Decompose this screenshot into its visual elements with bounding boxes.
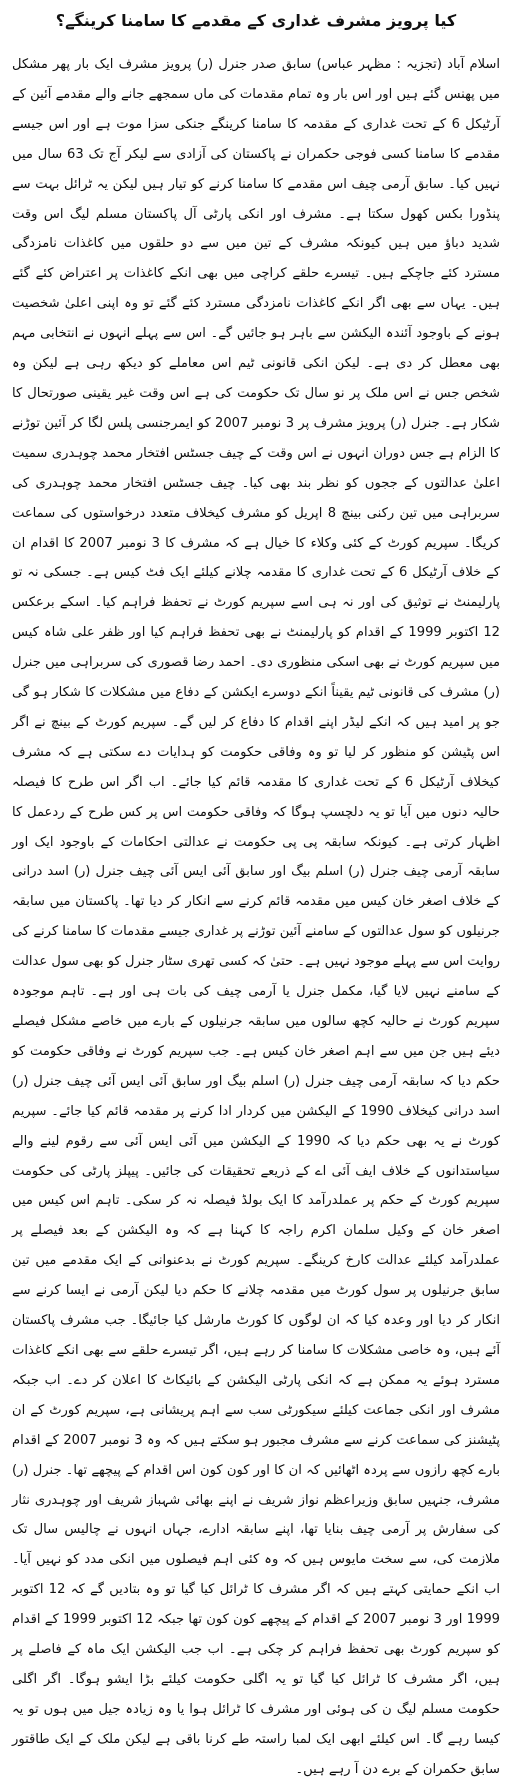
article-headline: کیا پرویز مشرف غداری کے مقدمے کا سامنا کرینگے؟ <box>55 11 457 30</box>
article-body: اسلام آباد (تجزیہ : مظہر عباس) سابق صدر جنرل (ر) پرویز مشرف ایک بار پھر مشکل میں پھنس گئے ہیں اور اس بار وہ تمام مقدمات کی ماں سمجھے جانے والے مقدمے آئین کے آرٹیکل 6 کے تحت غداری کے مقدمہ کا سامنا کرینگے جنکی سزا موت ہے اور اس جیسے مقدمے کا سامنا کسی فوجی حکمران نے پاکستان کی آزادی سے لیکر آج تک 63 سال میں نہیں کیا۔ سابق آرمی چیف اس مقدمے کا سامنا کرنے کو تیار ہیں لیکن یہ ٹرائل بہت سے پنڈورا بکس کھول سکتا ہے۔ مشرف اور انکی پارٹی آل پاکستان مسلم لیگ اس وقت شدید دباؤ میں ہیں کیونکہ مشرف کے تین میں سے دو حلقوں میں کاغذات نامزدگی مسترد کئے جاچکے ہیں۔ تیسرے حلقے کراچی میں بھی انکے کاغذات پر اعتراض کئے گئے ہیں۔ یہاں سے بھی اگر انکے کاغذات نامزدگی مسترد کئے گئے تو وہ اپنی اعلیٰ شخصیت ہونے کے باوجود آئندہ الیکشن سے باہر ہو جائیں گے۔ اس سے پہلے انہوں نے انتخابی مہم بھی معطل کر دی ہے۔ لیکن انکی قانونی ٹیم اس معاملے کو دیکھ رہی ہے لیکن وہ شخص جس نے اس ملک پر نو سال تک حکومت کی ہے اس وقت غیر یقینی صورتحال کا شکار ہے۔ جنرل (ر) پرویز مشرف پر 3 نومبر 2007 کو ایمرجنسی پلس لگا کر آئین توڑنے کا الزام ہے جس دوران انہوں نے اس وقت کے چیف جسٹس افتخار محمد چوہدری سمیت اعلیٰ عدالتوں کے ججوں کو نظر بند بھی کیا۔ چیف جسٹس افتخار محمد چوہدری کی سربراہی میں تین رکنی بینچ 8 اپریل کو مشرف کیخلاف متعدد درخواستوں کی سماعت کریگا۔ سپریم کورٹ کے کئی وکلاء کا خیال ہے کہ مشرف کا 3 نومبر 2007 کا اقدام ان کے خلاف آرٹیکل 6 کے تحت غداری کا مقدمہ چلانے کیلئے ایک فٹ کیس ہے۔ جسکی نہ تو پارلیمنٹ نے توثیق کی اور نہ ہی اسے سپریم کورٹ نے تحفظ فراہم کیا۔ اسکے برعکس 12 اکتوبر 1999 کے اقدام کو پارلیمنٹ نے بھی تحفظ فراہم کیا اور ظفر علی شاہ کیس میں سپریم کورٹ نے بھی اسکی منظوری دی۔ احمد رضا قصوری کی سربراہی میں جنرل (ر) مشرف کی قانونی ٹیم یقیناً انکے دوسرے ایکشن کے دفاع میں مشکلات کا شکار ہو گی جو پر امید ہیں کہ انکے لیڈر اپنے اقدام کا دفاع کر لیں گے۔ سپریم کورٹ کے بینچ نے اگر اس پٹیشن کو منظور کر لیا تو وہ وفاقی حکومت کو ہدایات دے سکتی ہے کہ مشرف کیخلاف آرٹیکل 6 کے تحت غداری کا مقدمہ قائم کیا جائے۔ اب اگر اس طرح کا فیصلہ حالیہ دنوں میں آیا تو یہ دلچسپ ہوگا کہ وفاقی حکومت اس پر کس طرح کے ردعمل کا اظہار کرتی ہے۔ کیونکہ سابقہ پی پی حکومت نے عدالتی احکامات کے باوجود ایک اور سابقہ آرمی چیف جنرل (ر) اسلم بیگ اور سابق آئی ایس آئی چیف جنرل (ر) اسد درانی کے خلاف اصغر خان کیس میں مقدمہ قائم کرنے سے انکار کر دیا تھا۔ پاکستان میں سابقہ جرنیلوں کو سول عدالتوں کے سامنے آئین توڑنے پر غداری جیسے مقدمات کا سامنا کرنے کی روایت اس سے پہلے موجود نہیں ہے۔ حتیٰ کہ کسی تھری سٹار جنرل کو بھی سول عدالت کے سامنے نہیں لایا گیا، مکمل جنرل یا آرمی چیف کی بات ہی اور ہے۔ تاہم موجودہ سپریم کورٹ نے حالیہ کچھ سالوں میں سابقہ جرنیلوں کے بارے میں خاصے مشکل فیصلے دیئے ہیں جن میں سے اہم اصغر خان کیس ہے۔ جب سپریم کورٹ نے وفاقی حکومت کو حکم دیا کہ سابقہ آرمی چیف جنرل (ر) اسلم بیگ اور سابق آئی ایس آئی چیف جنرل (ر) اسد درانی کیخلاف 1990 کے الیکشن میں کردار ادا کرنے پر مقدمہ قائم کیا جائے۔ سپریم کورٹ نے یہ بھی حکم دیا کہ 1990 کے الیکشن میں آئی ایس آئی سے رقوم لینے والے سیاستدانوں کے خلاف ایف آئی اے کے ذریعے تحقیقات کی جائیں۔ پیپلز پارٹی کی حکومت سپریم کورٹ کے حکم پر عملدرآمد کا ایک بولڈ فیصلہ نہ کر سکی۔ تاہم اس کیس میں اصغر خان کے وکیل سلمان اکرم راجہ کا کہنا ہے کہ وہ الیکشن کے بعد فیصلے پر عملدرآمد کیلئے عدالت کارخ کرینگے۔ سپریم کورٹ نے بدعنوانی کے ایک مقدمے میں تین سابق جرنیلوں پر سول کورٹ میں مقدمہ چلانے کا حکم دیا لیکن آرمی نے ایسا کرنے سے انکار کر دیا اور وعدہ کیا کہ ان لوگوں کا کورٹ مارشل کیا جائیگا۔ جب مشرف پاکستان آئے ہیں، وہ خاصی مشکلات کا سامنا کر رہے ہیں، اگر تیسرے حلقے سے بھی انکے کاغذات مسترد ہوئے یہ ممکن ہے کہ انکی پارٹی الیکشن کے بائیکاٹ کا اعلان کر دے۔ اب جبکہ مشرف اور انکی جماعت کیلئے سیکورٹی سب سے اہم پریشانی ہے، سپریم کورٹ کے ان پٹیشنز کی سماعت کرنے سے مشرف مجبور ہو سکتے ہیں کہ وہ 3 نومبر 2007 کے اقدام بارے کچھ رازوں سے پردہ اٹھائیں کہ ان کا اور کون کون اس اقدام کے پیچھے تھا۔ جنرل (ر) مشرف، جنہیں سابق وزیراعظم نواز شریف نے اپنے بھائی شہباز شریف اور چوہدری نثار کی سفارش پر آرمی چیف بنایا تھا، اپنے سابقہ ادارے، جہاں انہوں نے چالیس سال تک ملازمت کی، سے سخت مایوس ہیں کہ وہ کئی اہم فیصلوں میں انکی مدد کو نہیں آیا۔ اب انکے حمایتی کہتے ہیں کہ اگر مشرف کا ٹرائل کیا گیا تو وہ بتادیں گے کہ 12 اکتوبر 1999 اور 3 نومبر 2007 کے اقدام کے پیچھے کون کون تھا جبکہ 12 اکتوبر 1999 کے اقدام کو سپریم کورٹ بھی تحفظ فراہم کر چکی ہے۔ اب جب الیکشن ایک ماہ کے فاصلے پر ہیں، اگر مشرف کا ٹرائل کیا گیا تو یہ اگلی حکومت کیلئے بڑا ایشو ہوگا۔ اگر اگلی حکومت مسلم لیگ ن کی ہوئی اور مشرف کا ٹرائل ہوا یا وہ زیادہ جیل میں ہوں تو یہ کیسا رہے گا۔ اس کیلئے ابھی ایک لمبا راستہ طے کرنا باقی ہے لیکن ملک کے ایک طاقتور سابق حکمران کے برے دن آ رہے ہیں۔ <box>12 57 501 1777</box>
